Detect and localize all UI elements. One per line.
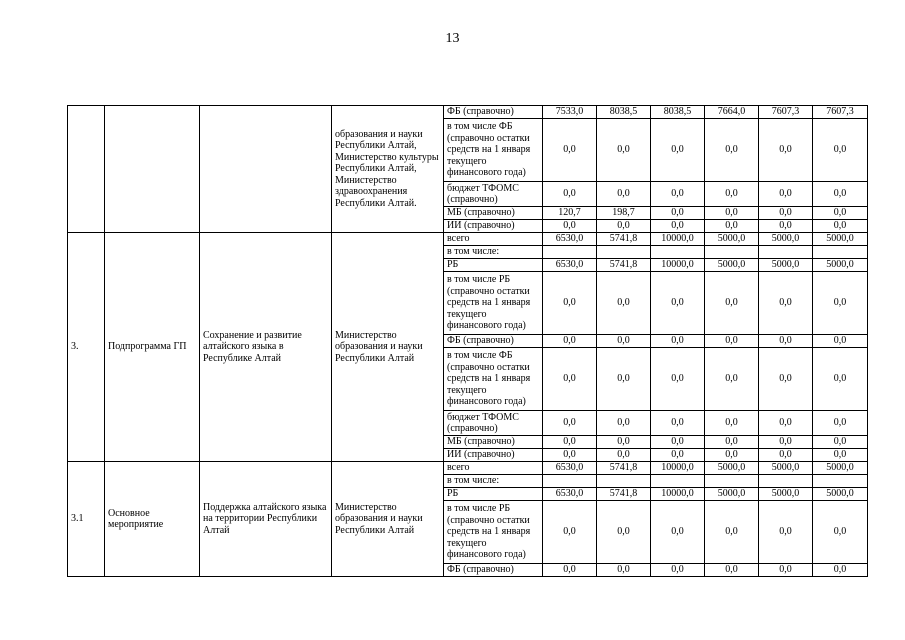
row-number: 3. <box>68 233 105 462</box>
value-cell: 0,0 <box>813 182 868 207</box>
program-type <box>105 106 200 233</box>
value-cell: 7607,3 <box>813 106 868 119</box>
value-cell: 5741,8 <box>597 488 651 501</box>
value-cell: 0,0 <box>705 119 759 182</box>
value-cell: 0,0 <box>759 564 813 577</box>
value-cell: 5000,0 <box>705 488 759 501</box>
executor-cell: Министерство образования и науки Республики Алтай <box>332 462 444 577</box>
value-cell: 0,0 <box>597 220 651 233</box>
source-label: ФБ (справочно) <box>444 106 543 119</box>
value-cell: 0,0 <box>651 449 705 462</box>
source-label: в том числе ФБ (справочно остатки средств на 1 января текущего финансового года) <box>444 348 543 411</box>
program-name: Сохранение и развитие алтайского языка в Республике Алтай <box>200 233 332 462</box>
value-cell <box>543 475 597 488</box>
value-cell: 6530,0 <box>543 462 597 475</box>
value-cell: 0,0 <box>651 220 705 233</box>
source-label: в том числе РБ (справочно остатки средств на 1 января текущего финансового года) <box>444 272 543 335</box>
value-cell: 8038,5 <box>651 106 705 119</box>
value-cell: 10000,0 <box>651 488 705 501</box>
value-cell <box>651 246 705 259</box>
value-cell: 5000,0 <box>813 259 868 272</box>
value-cell: 7664,0 <box>705 106 759 119</box>
program-type: Основное мероприятие <box>105 462 200 577</box>
value-cell: 5000,0 <box>759 462 813 475</box>
value-cell: 5000,0 <box>813 233 868 246</box>
value-cell: 5000,0 <box>705 259 759 272</box>
value-cell: 10000,0 <box>651 259 705 272</box>
value-cell: 7533,0 <box>543 106 597 119</box>
value-cell: 0,0 <box>597 564 651 577</box>
source-label: бюджет ТФОМС (справочно) <box>444 182 543 207</box>
value-cell: 0,0 <box>705 272 759 335</box>
source-label: бюджет ТФОМС (справочно) <box>444 411 543 436</box>
value-cell: 0,0 <box>759 411 813 436</box>
value-cell: 0,0 <box>759 348 813 411</box>
budget-table <box>67 105 868 577</box>
source-label: ФБ (справочно) <box>444 564 543 577</box>
source-label: в том числе: <box>444 246 543 259</box>
value-cell: 0,0 <box>813 207 868 220</box>
table-row <box>68 233 868 246</box>
value-cell: 0,0 <box>705 335 759 348</box>
value-cell: 0,0 <box>705 436 759 449</box>
value-cell <box>597 246 651 259</box>
executor-cell: Министерство образования и науки Республики Алтай <box>332 233 444 462</box>
value-cell: 6530,0 <box>543 233 597 246</box>
value-cell: 0,0 <box>651 335 705 348</box>
value-cell: 7607,3 <box>759 106 813 119</box>
value-cell: 0,0 <box>543 220 597 233</box>
value-cell: 5000,0 <box>813 488 868 501</box>
source-label: в том числе РБ (справочно остатки средств на 1 января текущего финансового года) <box>444 501 543 564</box>
source-label: всего <box>444 233 543 246</box>
value-cell: 0,0 <box>705 207 759 220</box>
value-cell: 0,0 <box>813 220 868 233</box>
value-cell: 10000,0 <box>651 233 705 246</box>
value-cell: 5000,0 <box>759 259 813 272</box>
value-cell: 0,0 <box>705 182 759 207</box>
value-cell: 0,0 <box>705 411 759 436</box>
value-cell: 0,0 <box>651 272 705 335</box>
value-cell: 0,0 <box>597 501 651 564</box>
value-cell: 5741,8 <box>597 259 651 272</box>
value-cell <box>705 246 759 259</box>
value-cell: 0,0 <box>651 207 705 220</box>
value-cell: 0,0 <box>759 207 813 220</box>
value-cell: 0,0 <box>597 272 651 335</box>
value-cell: 0,0 <box>705 564 759 577</box>
value-cell: 0,0 <box>759 335 813 348</box>
value-cell: 6530,0 <box>543 488 597 501</box>
value-cell: 0,0 <box>813 564 868 577</box>
value-cell: 0,0 <box>759 119 813 182</box>
value-cell: 0,0 <box>597 335 651 348</box>
value-cell: 0,0 <box>597 411 651 436</box>
value-cell: 0,0 <box>651 182 705 207</box>
value-cell: 0,0 <box>759 449 813 462</box>
value-cell: 0,0 <box>705 501 759 564</box>
value-cell: 0,0 <box>543 348 597 411</box>
value-cell <box>759 246 813 259</box>
executor-cell: образования и науки Республики Алтай, Министерство культуры Республики Алтай, Министерство здравоохранения Республики Алтай. <box>332 106 444 233</box>
value-cell: 0,0 <box>705 348 759 411</box>
value-cell: 198,7 <box>597 207 651 220</box>
value-cell: 5000,0 <box>813 462 868 475</box>
value-cell: 5000,0 <box>705 462 759 475</box>
value-cell <box>813 475 868 488</box>
value-cell: 0,0 <box>543 411 597 436</box>
value-cell: 10000,0 <box>651 462 705 475</box>
value-cell: 0,0 <box>543 449 597 462</box>
table-row <box>68 462 868 475</box>
row-number <box>68 106 105 233</box>
value-cell: 5000,0 <box>759 488 813 501</box>
value-cell: 0,0 <box>543 436 597 449</box>
value-cell: 5741,8 <box>597 462 651 475</box>
value-cell: 0,0 <box>759 436 813 449</box>
value-cell: 6530,0 <box>543 259 597 272</box>
value-cell: 0,0 <box>543 272 597 335</box>
source-label: всего <box>444 462 543 475</box>
program-name <box>200 106 332 233</box>
value-cell: 0,0 <box>543 119 597 182</box>
source-label: РБ <box>444 488 543 501</box>
value-cell: 0,0 <box>543 182 597 207</box>
value-cell: 0,0 <box>813 501 868 564</box>
value-cell: 0,0 <box>651 119 705 182</box>
value-cell: 0,0 <box>759 182 813 207</box>
value-cell: 0,0 <box>813 335 868 348</box>
value-cell: 5000,0 <box>759 233 813 246</box>
value-cell: 0,0 <box>813 272 868 335</box>
value-cell: 0,0 <box>813 449 868 462</box>
source-label: ФБ (справочно) <box>444 335 543 348</box>
value-cell: 0,0 <box>597 436 651 449</box>
source-label: ИИ (справочно) <box>444 449 543 462</box>
source-label: МБ (справочно) <box>444 207 543 220</box>
value-cell: 0,0 <box>651 348 705 411</box>
value-cell: 0,0 <box>759 272 813 335</box>
program-name: Поддержка алтайского языка на территории Республики Алтай <box>200 462 332 577</box>
program-type: Подпрограмма ГП <box>105 233 200 462</box>
value-cell: 0,0 <box>597 348 651 411</box>
value-cell: 0,0 <box>705 220 759 233</box>
value-cell: 120,7 <box>543 207 597 220</box>
value-cell: 0,0 <box>597 119 651 182</box>
value-cell: 5000,0 <box>705 233 759 246</box>
value-cell: 0,0 <box>651 436 705 449</box>
source-label: МБ (справочно) <box>444 436 543 449</box>
value-cell: 0,0 <box>651 564 705 577</box>
value-cell: 0,0 <box>543 335 597 348</box>
value-cell: 0,0 <box>813 348 868 411</box>
value-cell: 0,0 <box>597 449 651 462</box>
table-row <box>68 106 868 119</box>
row-number: 3.1 <box>68 462 105 577</box>
value-cell: 0,0 <box>813 436 868 449</box>
value-cell <box>543 246 597 259</box>
value-cell <box>759 475 813 488</box>
value-cell: 0,0 <box>651 501 705 564</box>
value-cell: 0,0 <box>813 411 868 436</box>
source-label: РБ <box>444 259 543 272</box>
value-cell: 8038,5 <box>597 106 651 119</box>
value-cell <box>813 246 868 259</box>
value-cell <box>597 475 651 488</box>
source-label: в том числе ФБ (справочно остатки средств на 1 января текущего финансового года) <box>444 119 543 182</box>
value-cell: 5741,8 <box>597 233 651 246</box>
value-cell <box>651 475 705 488</box>
value-cell: 0,0 <box>543 501 597 564</box>
source-label: в том числе: <box>444 475 543 488</box>
source-label: ИИ (справочно) <box>444 220 543 233</box>
value-cell <box>705 475 759 488</box>
value-cell: 0,0 <box>813 119 868 182</box>
value-cell: 0,0 <box>759 501 813 564</box>
value-cell: 0,0 <box>543 564 597 577</box>
value-cell: 0,0 <box>705 449 759 462</box>
value-cell: 0,0 <box>597 182 651 207</box>
page-number: 13 <box>445 31 460 46</box>
value-cell: 0,0 <box>651 411 705 436</box>
value-cell: 0,0 <box>759 220 813 233</box>
